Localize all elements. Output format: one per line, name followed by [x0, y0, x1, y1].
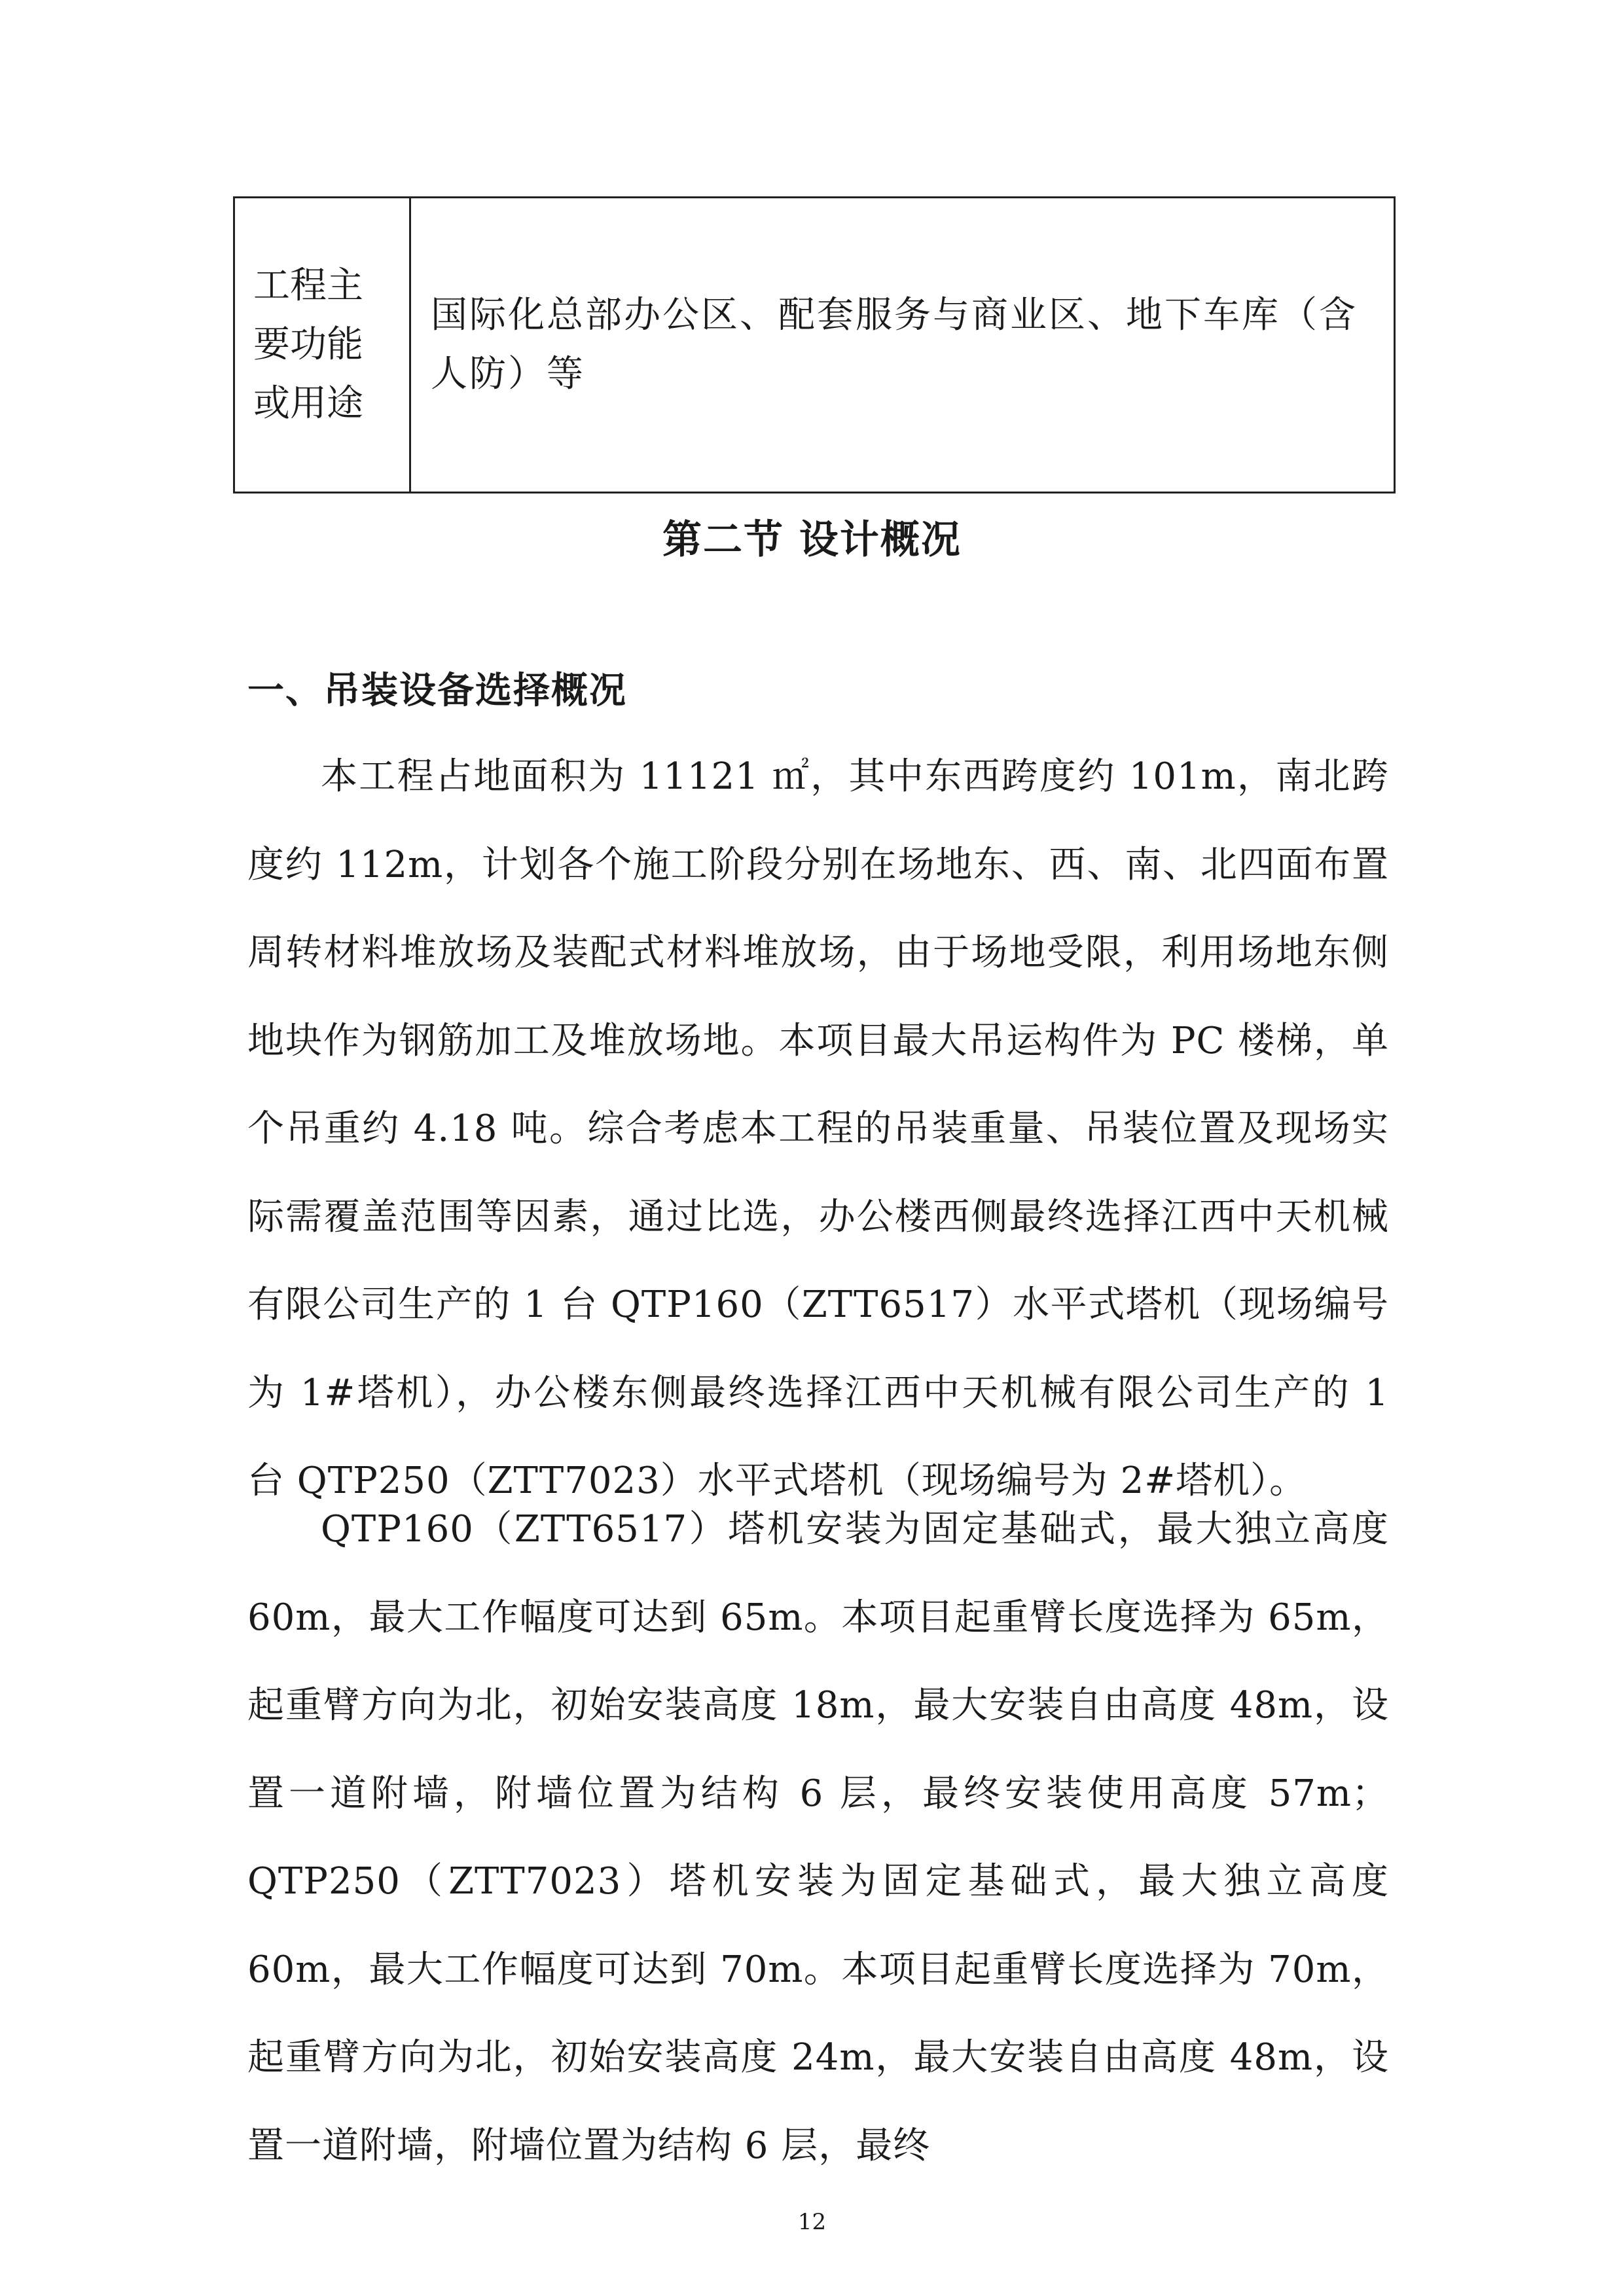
- table-label-cell: [234, 198, 410, 493]
- subsection-heading: 一、吊装设备选择概况: [247, 669, 627, 712]
- body-paragraph: QTP160（ZTT6517）塔机安装为固定基础式，最大独立高度 60m，最大工作幅度可达到 65m。本项目起重臂长度选择为 65m，起重臂方向为北，初始安装高度 18m，最大安装自由高度 48m，设置一道附墙，附墙位置为结构 6 层，最终安装使用高度 57m；QTP250（ZTT7023）塔机安装为固定基础式，最大独立高度 60m，最大工作幅度可达到 70m。本项目起重臂长度选择为 70m，起重臂方向为北，初始安装高度 24m，最大安装自由高度 48m，设置一道附墙，附墙位置为结构 6 层，最终: [247, 1508, 1389, 2167]
- section-heading: 第二节 设计概况: [662, 517, 962, 563]
- project-info-table: [233, 196, 1396, 493]
- page-number: 12: [797, 2209, 827, 2235]
- table-label-line: 工程主: [253, 264, 363, 307]
- body-paragraph: 本工程占地面积为 11121 ㎡，其中东西跨度约 101m，南北跨度约 112m，计划各个施工阶段分别在场地东、西、南、北四面布置周转材料堆放场及装配式材料堆放场，由于场地受限，利用场地东侧地块作为钢筋加工及堆放场地。本项目最大吊运构件为 PC 楼梯，单个吊重约 4.18 吨。综合考虑本工程的吊装重量、吊装位置及现场实际需覆盖范围等因素，通过比选，办公楼西侧最终选择江西中天机械有限公司生产的 1 台 QTP160（ZTT6517）水平式塔机（现场编号为 1#塔机），办公楼东侧最终选择江西中天机械有限公司生产的 1 台 QTP250（ZTT7023）水平式塔机（现场编号为 2#塔机）。: [247, 755, 1389, 1502]
- table-value-cell: 国际化总部办公区、配套服务与商业区、地下车库（含人防）等: [410, 198, 1395, 493]
- table-row: [234, 198, 1395, 493]
- table-label-line: 要功能: [253, 323, 363, 366]
- table-label-line: 或用途: [253, 382, 363, 425]
